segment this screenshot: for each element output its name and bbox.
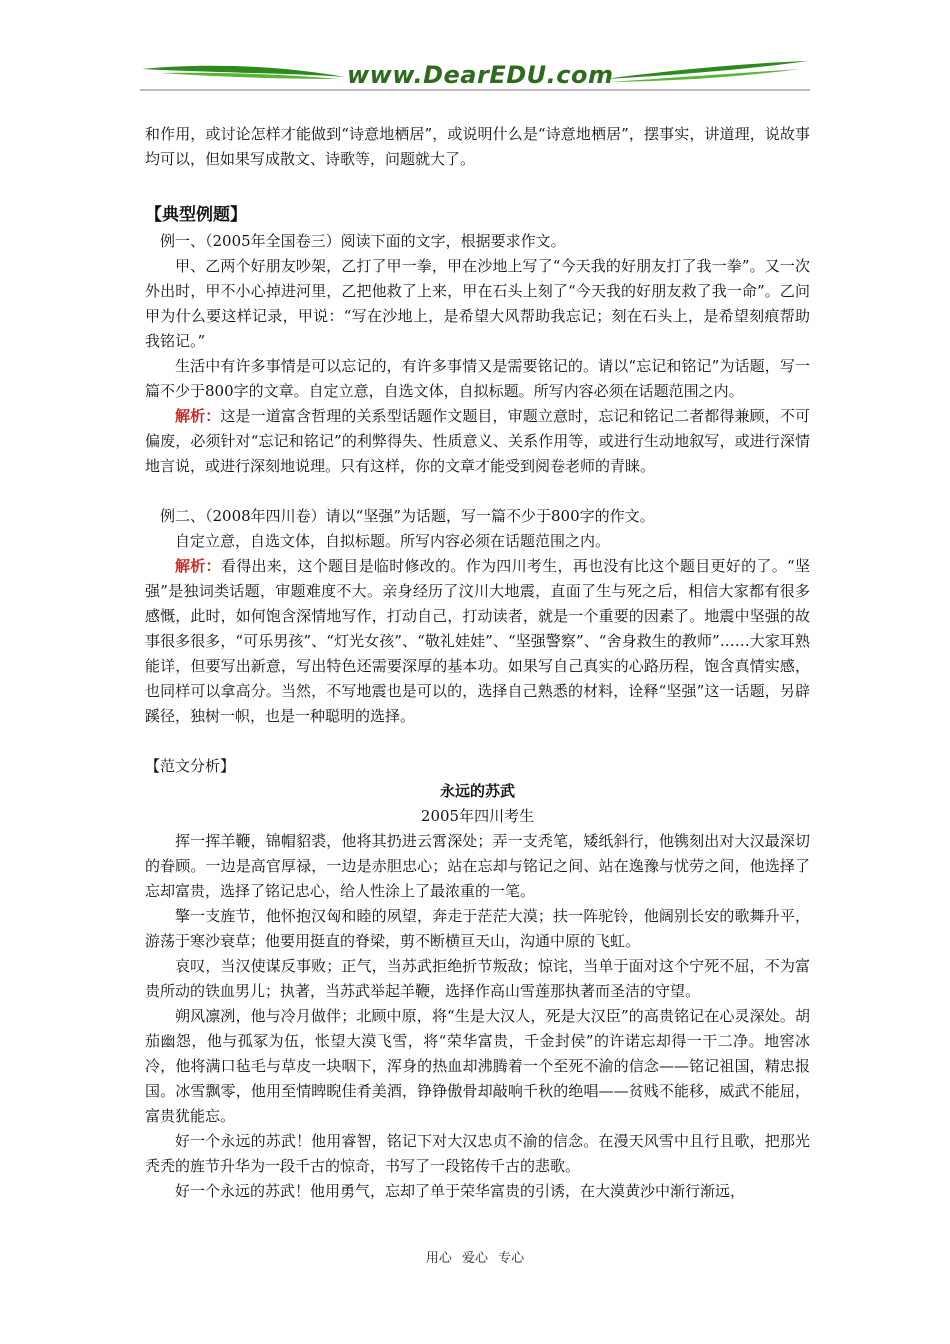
essay-paragraph: 好一个永远的苏武！他用勇气，忘却了单于荣华富贵的引诱，在大漠黄沙中渐行渐远， xyxy=(175,1182,746,1200)
essay-paragraph: 朔风凛冽，他与冷月做伴；北顾中原，将“生是大汉人，死是大汉臣”的高贵铭记在心灵深处。胡茄幽怨，他与孤冢为伍，怅望大漠飞雪，将“荣华富贵，千金封侯”的许诺忘却得一干二净。地窖冰冷，他将满口毡毛与草皮一块咽下，浑身的热血却沸腾着一个至死不渝的信念——铭记祖国，精忠报国。冰雪飘零，他用至情睥睨佳肴美酒，铮铮傲骨却敲响千秋的绝唱——贫贱不能移，威武不能屈，富贵犹能忘。 xyxy=(145,1007,810,1125)
analysis-label: 解析： xyxy=(175,557,221,575)
intro-paragraph: 和作用，或讨论怎样才能做到“诗意地栖居”，或说明什么是“诗意地栖居”，摆事实，讲道理，说故事均可以，但如果写成散文、诗歌等，问题就大了。 xyxy=(145,125,810,168)
essay-paragraph: 擎一支旌节，他怀抱汉匈和睦的夙望，奔走于茫茫大漠；扶一阵驼铃，他阔别长安的歌舞升平，游荡于寒沙衰草；他要用挺直的脊梁，剪不断横亘天山，沟通中原的飞虹。 xyxy=(145,907,810,950)
example2-analysis xyxy=(145,554,810,729)
example2-analysis-text: 看得出来，这个题目是临时修改的。作为四川考生，再也没有比这个题目更好的了。“坚强”是独词类话题，审题难度不大。亲身经历了汶川大地震，直面了生与死之后，相信大家都有很多感慨，此时，如何饱含深情地写作，打动自己，打动读者，就是一个重要的因素了。地震中坚强的故事很多很多，“可乐男孩”、“灯光女孩”、“敬礼娃娃”、“坚强警察”、“舍身救生的教师”……大家耳熟能详，但要写出新意，写出特色还需要深厚的基本功。如果写自己真实的心路历程，饱含真情实感，也同样可以拿高分。当然，不写地震也是可以的，选择自己熟悉的材料，诠释“坚强”这一话题，另辟蹊径，独树一帜，也是一种聪明的选择。 xyxy=(145,557,810,725)
essay-paragraph: 哀叹，当汉使谋反事败；正气，当苏武拒绝折节叛敌；惊诧，当单于面对这个宁死不屈，不为富贵所动的铁血男儿；执著，当苏武举起羊鞭，选择作高山雪莲那执著而圣洁的守望。 xyxy=(145,957,810,1000)
example2-heading: 例二、（2008年四川卷）请以“坚强”为话题，写一篇不少于800字的作文。 xyxy=(160,507,655,525)
example1-story: 甲、乙两个好朋友吵架，乙打了甲一拳，甲在沙地上写了“今天我的好朋友打了我一拳”。又一次外出时，甲不小心掉进河里，乙把他救了上来，甲在石头上刻了“今天我的好朋友救了我一命”。乙问甲为什么要这样记录，甲说：“写在沙地上，是希望大风帮助我忘记；刻在石头上，是希望刻痕帮助我铭记。” xyxy=(145,257,810,350)
example1-heading: 例一、（2005年全国卷三）阅读下面的文字，根据要求作文。 xyxy=(160,232,566,250)
essay-paragraph: 好一个永远的苏武！他用睿智，铭记下对大汉忠贞不渝的信念。在漫天风雪中且行且歌，把那光秃秃的旌节升华为一段千古的惊奇，书写了一段铭传千古的悲歌。 xyxy=(145,1132,810,1175)
essay-author: 2005年四川考生 xyxy=(420,807,535,825)
section-title-examples: 【典型例题】 xyxy=(145,205,247,225)
example2-prompt: 自定立意，自选文体，自拟标题。所写内容必须在话题范围之内。 xyxy=(175,532,611,550)
site-logo: www.DearEDU.com xyxy=(347,61,614,89)
page-footer: 用心 爱心 专心 xyxy=(425,1251,525,1266)
analysis-label: 解析： xyxy=(175,407,221,425)
header-banner xyxy=(140,55,810,95)
main-content xyxy=(145,122,810,1204)
section-title-model-essay: 【范文分析】 xyxy=(145,757,236,775)
example1-prompt: 生活中有许多事情是可以忘记的，有许多事情又是需要铭记的。请以“忘记和铭记”为话题，写一篇不少于800字的文章。自定立意，自选文体，自拟标题。所写内容必须在话题范围之内。 xyxy=(145,357,810,400)
example1-analysis-text: 这是一道富含哲理的关系型话题作文题目，审题立意时，忘记和铭记二者都得兼顾，不可偏废，必须针对“忘记和铭记”的利弊得失、性质意义、关系作用等，或进行生动地叙写，或进行深情地言说，或进行深刻地说理。只有这样，你的文章才能受到阅卷老师的青睐。 xyxy=(145,407,810,475)
essay-paragraph: 挥一挥羊鞭，锦帽貂裘，他将其扔进云霄深处；弄一支秃笔，矮纸斜行，他镌刻出对大汉最深切的眷顾。一边是高官厚禄，一边是赤胆忠心；站在忘却与铭记之间、站在逸豫与忧劳之间，他选择了忘却富贵，选择了铭记忠心，给人性涂上了最浓重的一笔。 xyxy=(145,832,810,900)
essay-title: 永远的苏武 xyxy=(439,782,515,800)
example1-analysis xyxy=(145,404,810,479)
